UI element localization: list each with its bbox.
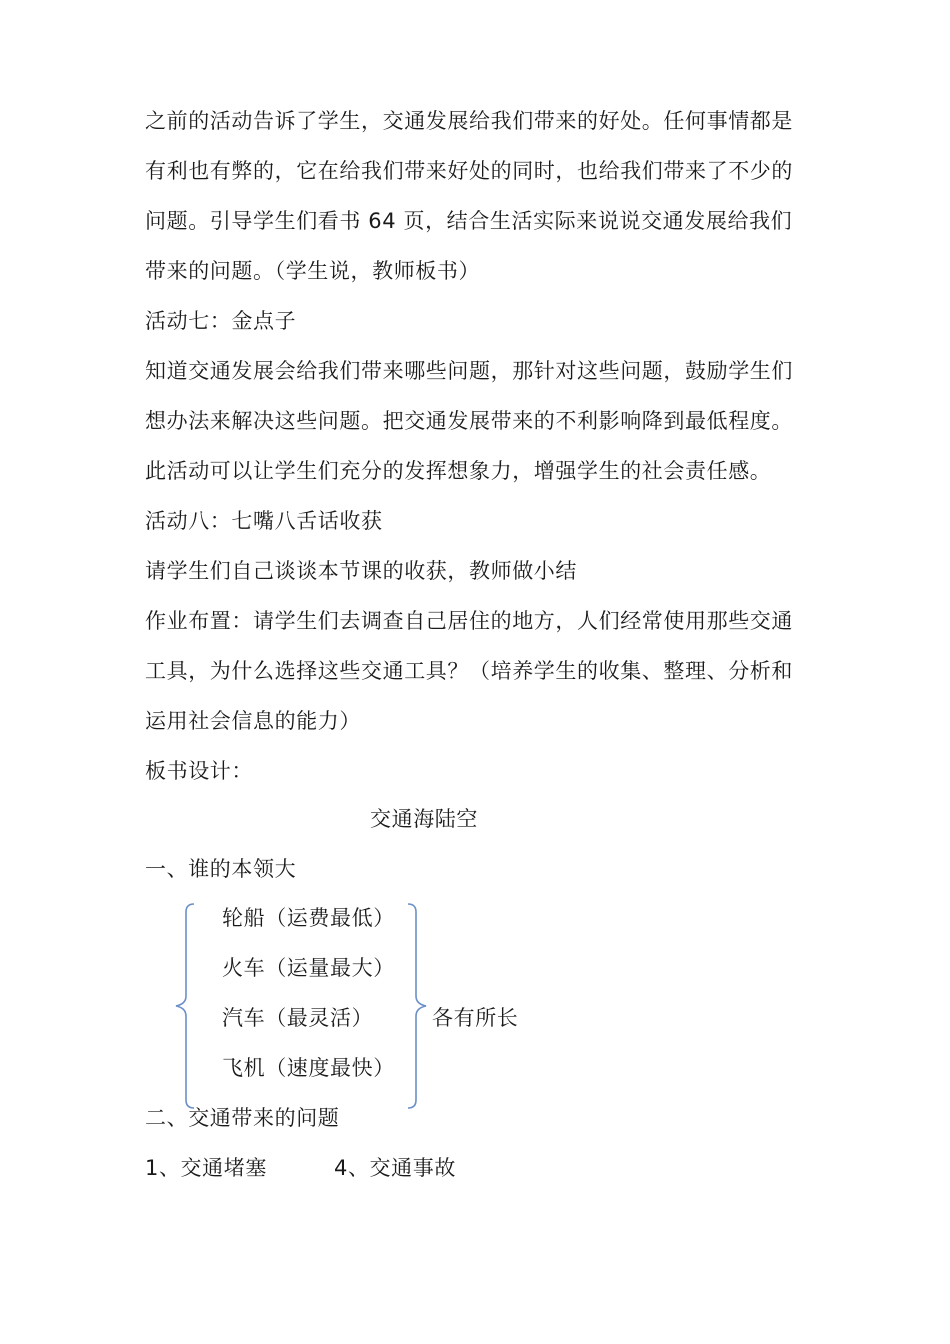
- paragraph-line: 之前的活动告诉了学生，交通发展给我们带来的好处。任何事情都是: [145, 109, 793, 133]
- paragraph-line: 有利也有弊的，它在给我们带来好处的同时，也给我们带来了不少的: [145, 159, 793, 183]
- homework-line: 运用社会信息的能力）: [145, 709, 361, 733]
- board-section-2: 二、交通带来的问题: [145, 1106, 340, 1130]
- right-brace-icon: [402, 900, 432, 1112]
- paragraph-line: 带来的问题。（学生说，教师板书）: [145, 259, 481, 283]
- board-item: 轮船（运费最低）: [222, 906, 395, 930]
- paragraph-line: 知道交通发展会给我们带来哪些问题，那针对这些问题，鼓励学生们: [145, 359, 793, 383]
- board-item: 汽车（最灵活）: [222, 1006, 374, 1030]
- paragraph-line: 问题。引导学生们看书 64 页，结合生活实际来说说交通发展给我们: [145, 209, 793, 233]
- board-section-1: 一、谁的本领大: [145, 857, 297, 881]
- board-item: 飞机（速度最快）: [222, 1056, 395, 1080]
- problem-item: 1、交通堵塞: [145, 1156, 267, 1180]
- activity-heading: 活动八：七嘴八舌话收获: [145, 509, 383, 533]
- paragraph-line: 想办法来解决这些问题。把交通发展带来的不利影响降到最低程度。: [145, 409, 793, 433]
- homework-line: 作业布置：请学生们去调查自己居住的地方，人们经常使用那些交通: [145, 609, 793, 633]
- left-brace-icon: [170, 900, 200, 1112]
- paragraph-line: 此活动可以让学生们充分的发挥想象力，增强学生的社会责任感。: [145, 459, 772, 483]
- paragraph-line: 请学生们自己谈谈本节课的收获，教师做小结: [145, 559, 577, 583]
- board-design-heading: 板书设计：: [145, 759, 253, 783]
- activity-heading: 活动七：金点子: [145, 309, 297, 333]
- board-title: 交通海陆空: [370, 807, 478, 831]
- homework-line: 工具，为什么选择这些交通工具？（培养学生的收集、整理、分析和: [145, 659, 793, 683]
- board-side-label: 各有所长: [432, 1006, 519, 1030]
- board-item: 火车（运量最大）: [222, 956, 395, 980]
- problem-item: 4、交通事故: [334, 1156, 456, 1180]
